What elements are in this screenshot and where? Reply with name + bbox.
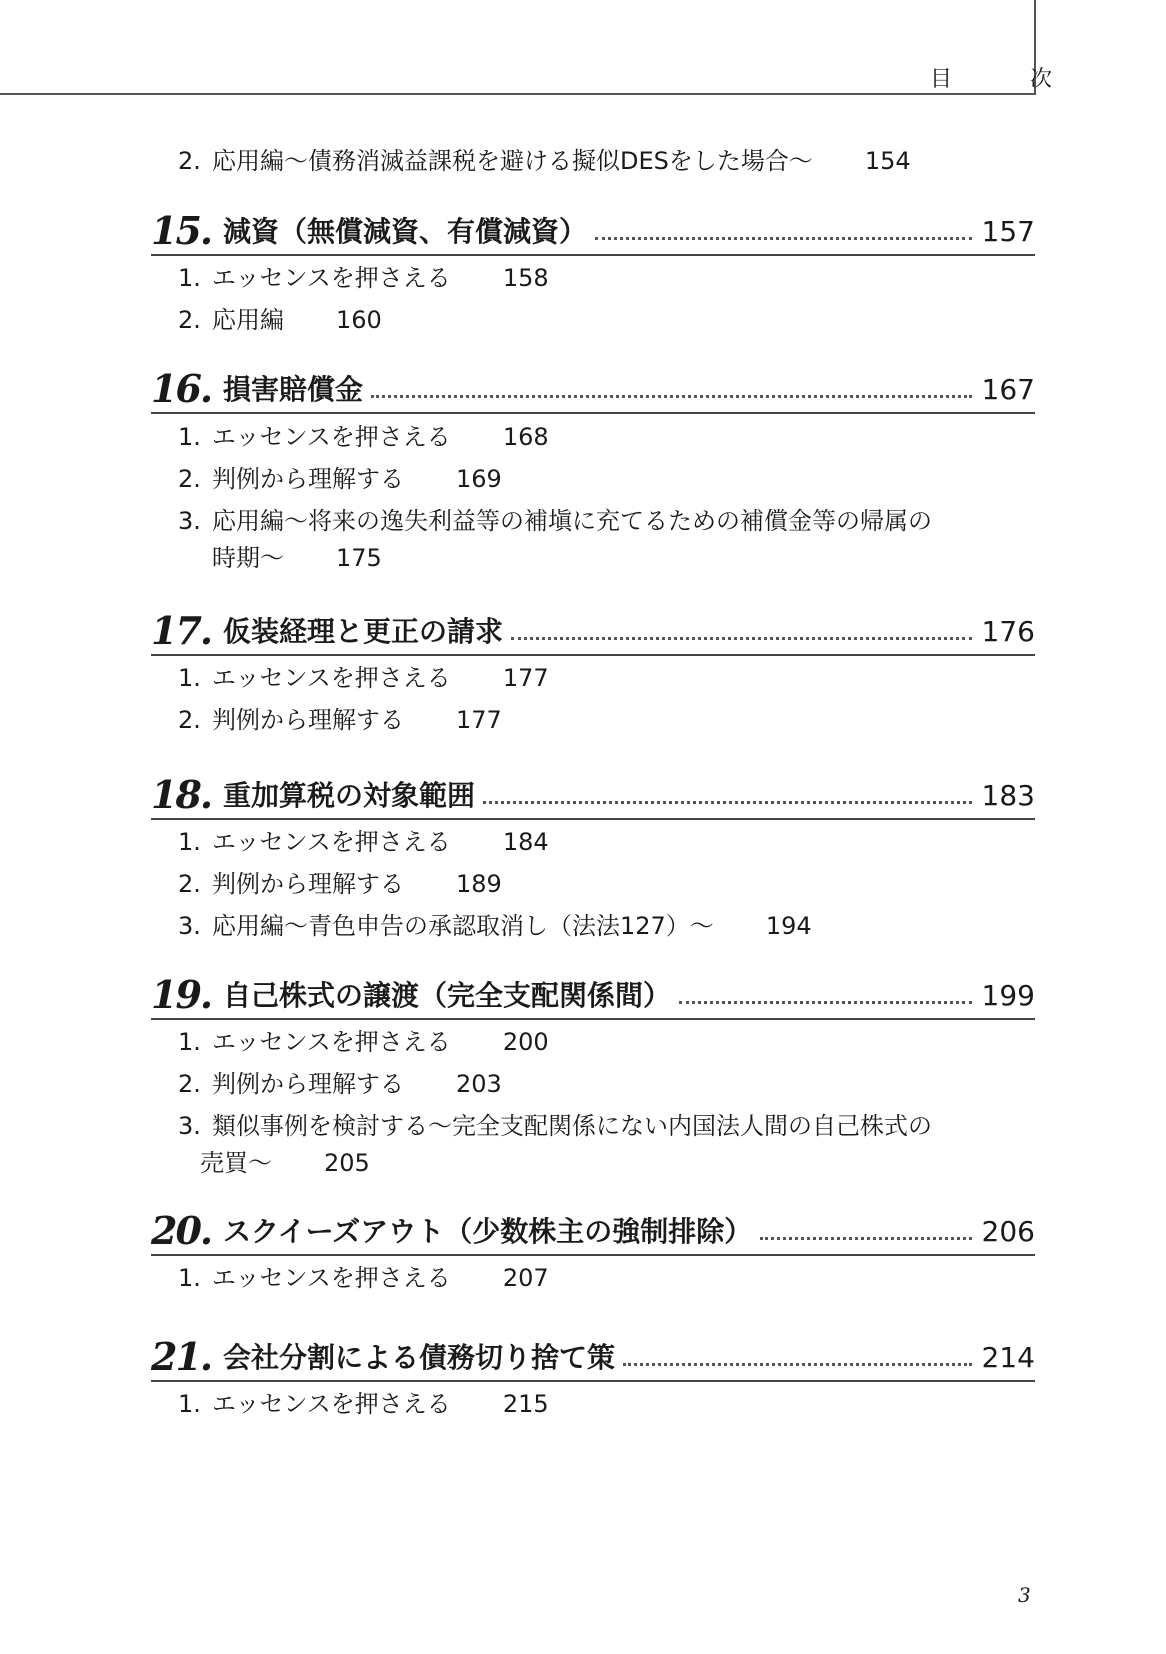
toc-item[interactable] xyxy=(178,304,382,336)
chapter-number: 17. xyxy=(151,608,212,653)
toc-item[interactable] xyxy=(178,704,502,736)
dot-leader xyxy=(623,1363,972,1366)
item-page: 200 xyxy=(502,1028,549,1056)
toc-item[interactable] xyxy=(178,1388,549,1420)
item-number: 2. xyxy=(178,1070,201,1098)
item-number: 1. xyxy=(178,423,201,451)
chapter-title: スクイーズアウト（少数株主の強制排除） xyxy=(223,1215,753,1248)
toc-item[interactable] xyxy=(178,662,549,694)
chapter-page: 183 xyxy=(981,779,1035,812)
item-page: 160 xyxy=(336,306,382,334)
item-text: エッセンスを押さえる xyxy=(212,1264,451,1292)
chapter-heading[interactable] xyxy=(151,608,1035,656)
item-page: 194 xyxy=(765,912,812,940)
chapter-number: 16. xyxy=(151,366,212,411)
item-number: 3. xyxy=(178,912,201,940)
item-page: 184 xyxy=(502,828,549,856)
chapter-page: 176 xyxy=(981,615,1035,648)
chapter-title: 自己株式の譲渡（完全支配関係間） xyxy=(223,979,672,1012)
item-page: 189 xyxy=(456,870,502,898)
dot-leader xyxy=(483,801,972,804)
chapter-page: 206 xyxy=(981,1215,1035,1248)
item-page: 158 xyxy=(502,264,549,292)
item-text: 判例から理解する xyxy=(212,1070,404,1098)
item-number: 3. xyxy=(178,507,201,535)
item-number: 2. xyxy=(178,870,201,898)
toc-item[interactable] xyxy=(178,910,812,942)
toc-item[interactable] xyxy=(178,421,549,453)
item-number: 1. xyxy=(178,828,201,856)
dot-leader xyxy=(371,395,972,398)
item-text-continuation: 売買～ xyxy=(200,1149,272,1177)
chapter-number: 15. xyxy=(151,208,212,253)
dot-leader xyxy=(760,1237,971,1240)
item-number: 3. xyxy=(178,1112,201,1140)
item-number: 1. xyxy=(178,1390,201,1418)
item-number: 1. xyxy=(178,1264,201,1292)
chapter-title: 仮装経理と更正の請求 xyxy=(223,615,504,648)
chapter-page: 157 xyxy=(981,215,1035,248)
chapter-heading[interactable] xyxy=(151,208,1035,256)
chapter-title: 損害賠償金 xyxy=(223,373,364,406)
toc-item[interactable] xyxy=(178,1110,932,1142)
toc-item[interactable] xyxy=(178,505,932,537)
item-text: 応用編～債務消滅益課税を避ける擬似DESをした場合～ xyxy=(212,147,813,175)
item-text: エッセンスを押さえる xyxy=(212,1028,451,1056)
item-number: 1. xyxy=(178,1028,201,1056)
item-text: エッセンスを押さえる xyxy=(212,264,451,292)
chapter-number: 21. xyxy=(151,1334,212,1379)
item-text-continuation: 時期～ xyxy=(212,544,284,572)
page-number: 3 xyxy=(1018,1583,1031,1607)
chapter-page: 199 xyxy=(981,979,1035,1012)
item-page: 203 xyxy=(456,1070,502,1098)
item-text: 応用編～青色申告の承認取消し（法法127）～ xyxy=(212,912,714,940)
item-number: 2. xyxy=(178,147,201,175)
header-rule xyxy=(0,93,1036,95)
item-text: エッセンスを押さえる xyxy=(212,664,451,692)
item-number: 1. xyxy=(178,664,201,692)
chapter-heading[interactable] xyxy=(151,772,1035,820)
dot-leader xyxy=(511,637,972,640)
item-text: 応用編 xyxy=(212,306,284,334)
item-page: 205 xyxy=(324,1149,370,1177)
toc-item-continuation xyxy=(178,1147,370,1179)
chapter-title: 重加算税の対象範囲 xyxy=(223,779,476,812)
chapter-heading[interactable] xyxy=(151,366,1035,414)
item-text: 応用編～将来の逸失利益等の補塡に充てるための補償金等の帰属の xyxy=(212,507,932,535)
chapter-title: 会社分割による債務切り捨て策 xyxy=(223,1341,616,1374)
item-page: 207 xyxy=(502,1264,549,1292)
chapter-number: 19. xyxy=(151,972,212,1017)
item-number: 2. xyxy=(178,465,201,493)
toc-item[interactable] xyxy=(178,868,502,900)
item-text: エッセンスを押さえる xyxy=(212,828,451,856)
chapter-title: 減資（無償減資、有償減資） xyxy=(223,215,588,248)
toc-item[interactable] xyxy=(178,1068,502,1100)
item-text: エッセンスを押さえる xyxy=(212,1390,451,1418)
item-number: 2. xyxy=(178,706,201,734)
dot-leader xyxy=(679,1001,972,1004)
item-text: 類似事例を検討する～完全支配関係にない内国法人間の自己株式の xyxy=(212,1112,932,1140)
item-page: 177 xyxy=(456,706,502,734)
toc-item[interactable] xyxy=(178,826,549,858)
item-number: 1. xyxy=(178,264,201,292)
chapter-number: 20. xyxy=(151,1208,212,1253)
chapter-heading[interactable] xyxy=(151,1208,1035,1256)
item-page: 175 xyxy=(336,544,382,572)
item-number: 2. xyxy=(178,306,201,334)
item-page: 168 xyxy=(502,423,549,451)
item-text: 判例から理解する xyxy=(212,870,404,898)
item-page: 177 xyxy=(502,664,549,692)
item-text: エッセンスを押さえる xyxy=(212,423,451,451)
item-page: 154 xyxy=(864,147,911,175)
toc-item[interactable] xyxy=(178,463,502,495)
toc-item[interactable] xyxy=(178,1026,549,1058)
toc-item[interactable] xyxy=(178,145,911,177)
toc-item[interactable] xyxy=(178,262,549,294)
toc-item[interactable] xyxy=(178,1262,549,1294)
chapter-number: 18. xyxy=(151,772,212,817)
item-text: 判例から理解する xyxy=(212,706,404,734)
chapter-heading[interactable] xyxy=(151,1334,1035,1382)
chapter-heading[interactable] xyxy=(151,972,1035,1020)
chapter-page: 214 xyxy=(981,1341,1035,1374)
running-header-title: 目 次 xyxy=(930,67,1081,92)
item-text: 判例から理解する xyxy=(212,465,404,493)
item-page: 215 xyxy=(502,1390,549,1418)
item-page: 169 xyxy=(456,465,502,493)
toc-item-continuation xyxy=(178,542,382,574)
chapter-page: 167 xyxy=(981,373,1035,406)
dot-leader xyxy=(595,237,972,240)
